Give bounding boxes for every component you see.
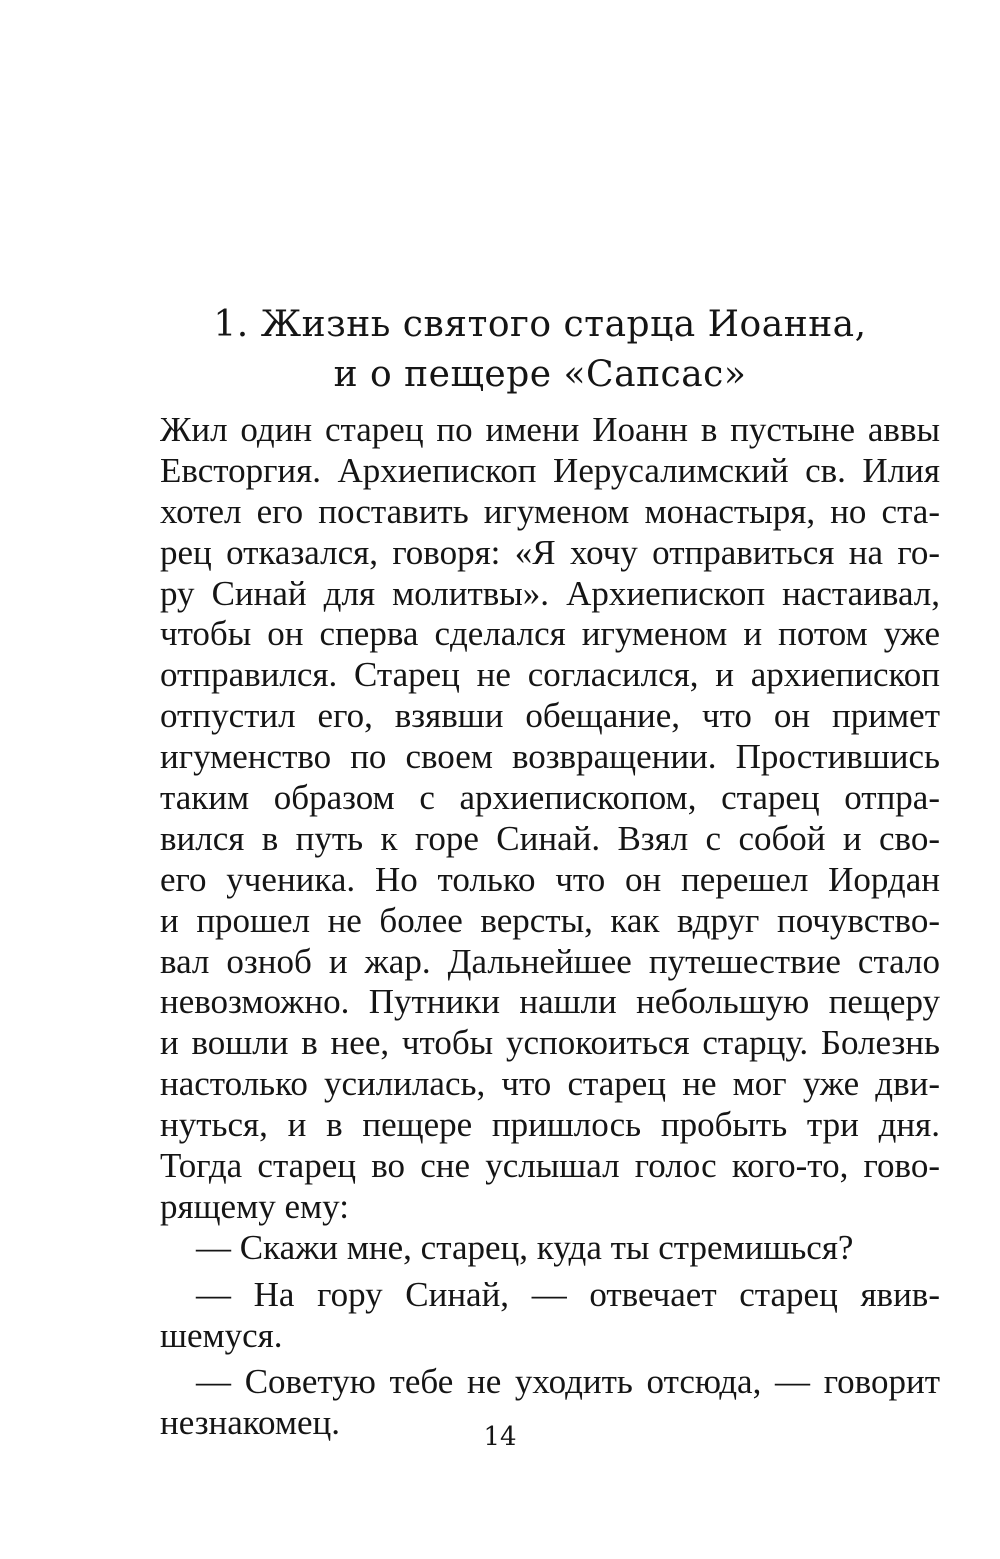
- text-line: хотел его поставить игуменом монастыря, но ста-: [160, 491, 940, 531]
- text-line: Тогда старец во сне услышал голос кого-то, гово-: [160, 1146, 940, 1186]
- text-line: шемуся.: [160, 1315, 283, 1355]
- page-number: 14: [483, 1422, 517, 1452]
- text-line: незнакомец.: [160, 1403, 341, 1443]
- text-line: вился в путь к горе Синай. Взял с собой и сво-: [160, 818, 940, 858]
- text-line: и прошел не более версты, как вдруг почувство-: [160, 900, 940, 940]
- text-line: и вошли в нее, чтобы успокоиться старцу. Болезнь: [160, 1023, 940, 1063]
- dialogue-paragraph-2: [160, 1275, 940, 1357]
- text-line: нуться, и в пещере пришлось пробыть три дня.: [160, 1105, 940, 1145]
- text-line: его ученика. Но только что он перешел Иордан: [160, 859, 940, 899]
- chapter-title-line-2: и о пещере «Сапсас»: [333, 354, 747, 395]
- text-line: чтобы он сперва сделался игуменом и потом уже: [160, 614, 940, 654]
- chapter-title-line-1: 1. Жизнь святого старца Иоанна,: [213, 304, 867, 345]
- text-line: Жил один старец по имени Иоанн в пустыне аввы: [160, 410, 940, 449]
- text-line: рец отказался, говоря: «Я хочу отправиться на го-: [160, 532, 940, 572]
- dialogue-line-1: — Скажи мне, старец, куда ты стремишься?: [196, 1227, 854, 1267]
- text-line: отправился. Старец не согласился, и архиепископ: [160, 655, 940, 695]
- text-line: невозможно. Путники нашли небольшую пещеру: [160, 982, 940, 1022]
- text-line: вал озноб и жар. Дальнейшее путешествие стало: [160, 941, 940, 981]
- text-line: — Советую тебе не уходить отсюда, — говорит: [196, 1362, 940, 1402]
- text-line: Евсторгия. Архиепископ Иерусалимский св. Илия: [160, 450, 940, 490]
- text-line: таким образом с архиепископом, старец отпра-: [160, 778, 940, 818]
- paragraph-1: [160, 410, 940, 1228]
- text-line: отпустил его, взявши обещание, что он примет: [160, 696, 940, 736]
- text-line: ру Синай для молитвы». Архиепископ настаивал,: [160, 573, 940, 613]
- text-line: — На гору Синай, — отвечает старец явив-: [196, 1274, 940, 1314]
- body-text: [160, 410, 940, 1444]
- text-line: игуменство по своем возвращении. Простившись: [160, 737, 940, 777]
- text-line: рящему ему:: [160, 1186, 349, 1226]
- chapter-title: [120, 300, 960, 400]
- text-line: настолько усилилась, что старец не мог уже дви-: [160, 1064, 940, 1104]
